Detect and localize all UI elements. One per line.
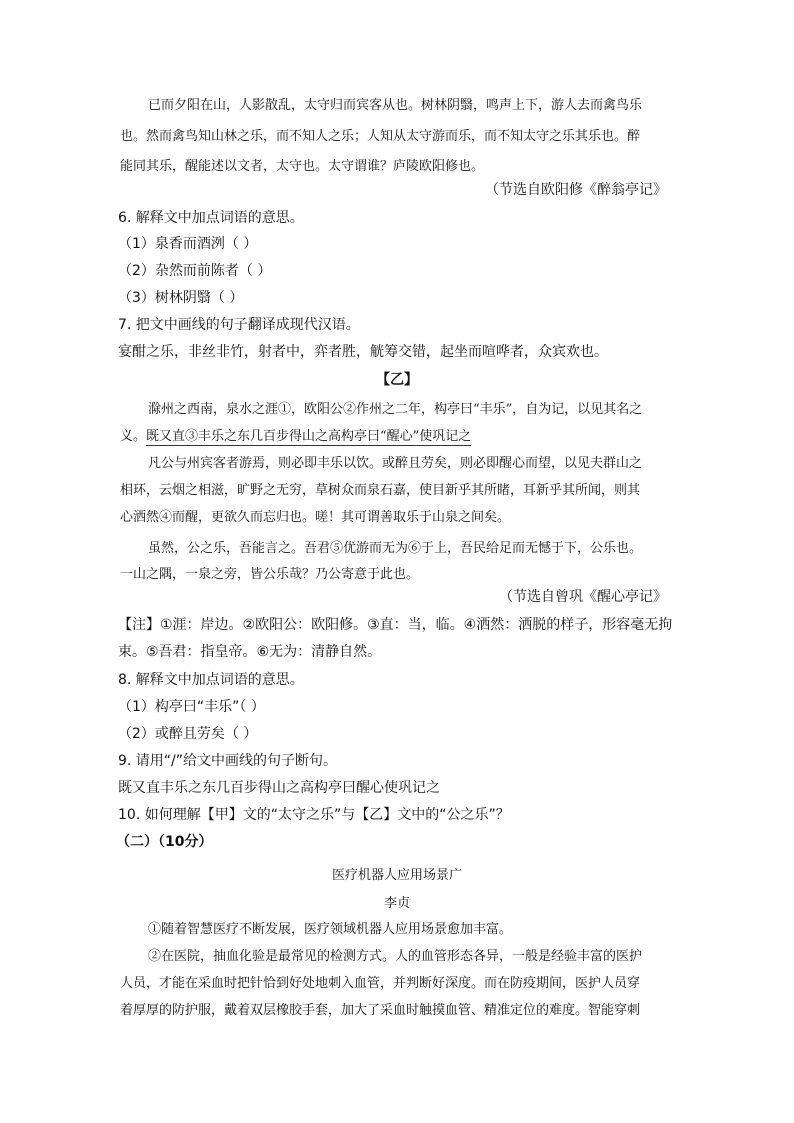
passage-yi-line-7: 一山之隅，一泉之旁，皆公乐哉？乃公寄意于此也。 [120, 567, 420, 582]
passage-jia-line-2: 也。然而禽鸟知山林之乐，而不知人之乐；人知从太守游而乐，而不知太守之乐其乐也。醉 [120, 129, 641, 144]
question-9-sentence: 既又直丰乐之东几百步得山之高构亭曰醒心使巩记之 [118, 780, 440, 796]
passage-yi-line-2 [120, 425, 471, 444]
question-6-item-3: （3）树林阴翳（ ） [118, 290, 244, 306]
question-9: 9. 请用“/”给文中画线的句子断句。 [118, 753, 338, 769]
question-6-item-2: （2）杂然而前陈者（ ） [118, 263, 272, 279]
question-7: 7. 把文中画线的句子翻译成现代汉语。 [118, 317, 360, 333]
passage-jia-line-3: 能同其乐，醒能述以文者，太守也。太守谓谁？庐陵欧阳修也。 [120, 159, 485, 174]
question-10: 10. 如何理解【甲】文的“太守之乐”与【乙】文中的“公之乐”？ [118, 807, 510, 823]
question-7-sentence: 宴酣之乐，非丝非竹，射者中，弈者胜，觥筹交错，起坐而喧哗者，众宾欢也。 [118, 344, 608, 360]
question-6: 6. 解释文中加点词语的意思。 [118, 210, 304, 226]
article-line-1: ①随着智慧医疗不断发展，医疗领域机器人应用场景愈加丰富。 [148, 922, 513, 937]
passage-yi-line-4: 相环，云烟之相滋，旷野之无穷，草树众而泉石嘉，使目新乎其所睹，耳新乎其所闻，则其 [120, 483, 641, 498]
notes-line-1: 【注】①涯：岸边。②欧阳公：欧阳修。③直：当，临。④洒然：洒脱的样子，形容毫无拘 [118, 617, 673, 633]
article-title: 医疗机器人应用场景广 [331, 868, 462, 883]
passage-yi-line-2-start: 义。 [120, 429, 147, 444]
question-8-item-2: （2）或醉且劳矣（ ） [118, 726, 258, 742]
article-line-3: 人员，才能在采血时把针恰到好处地刺入血管，并判断好深度。而在防疫期间，医护人员穿 [120, 976, 641, 991]
passage-yi-line-1: 滁州之西南，泉水之涯①，欧阳公②作州之二年，构亭曰“丰乐”，自为记，以见其名之 [148, 402, 643, 417]
passage-jia-line-1: 已而夕阳在山，人影散乱，太守归而宾客从也。树林阴翳，鸣声上下，游人去而禽鸟乐 [148, 98, 643, 113]
question-8-item-1: （1）构亭曰“丰乐”（ ） [118, 699, 265, 715]
question-6-item-1: （1）泉香而酒洌（ ） [118, 236, 258, 252]
article-author: 李贞 [383, 896, 410, 911]
article-line-2: ②在医院，抽血化验是最常见的检测方式。人的血管形态各异，一般是经验丰富的医护 [148, 949, 643, 964]
article-line-4: 着厚厚的防护服，戴着双层橡胶手套，加大了采血时触摸血管、精准定位的难度。智能穿刺 [120, 1003, 641, 1018]
source-yi: （节选自曾巩《醒心亭记》 [499, 589, 667, 605]
question-8: 8. 解释文中加点词语的意思。 [118, 672, 304, 688]
underlined-sentence: 既又直③丰乐之东几百步得山之高构亭曰“醒心”使巩记之 [146, 429, 472, 444]
passage-yi-line-6: 虽然，公之乐，吾能言之。吾君⑤优游而无为⑥于上，吾民给足而无憾于下，公乐也。 [148, 541, 643, 556]
source-jia: （节选自欧阳修《醉翁亭记》 [485, 182, 667, 198]
section-2-heading: （二）（10分） [116, 834, 213, 850]
passage-yi-line-3: 凡公与州宾客者游焉，则必即丰乐以饮。或醉且劳矣，则必即醒心而望，以见夫群山之 [148, 456, 643, 471]
passage-yi-heading: 【乙】 [376, 372, 418, 388]
passage-yi-line-5: 心洒然④而醒，更欲久而忘归也。嗟！其可谓善取乐于山泉之间矣。 [120, 510, 511, 525]
notes-line-2: 束。⑤吾君：指皇帝。⑥无为：清静自然。 [118, 644, 382, 660]
